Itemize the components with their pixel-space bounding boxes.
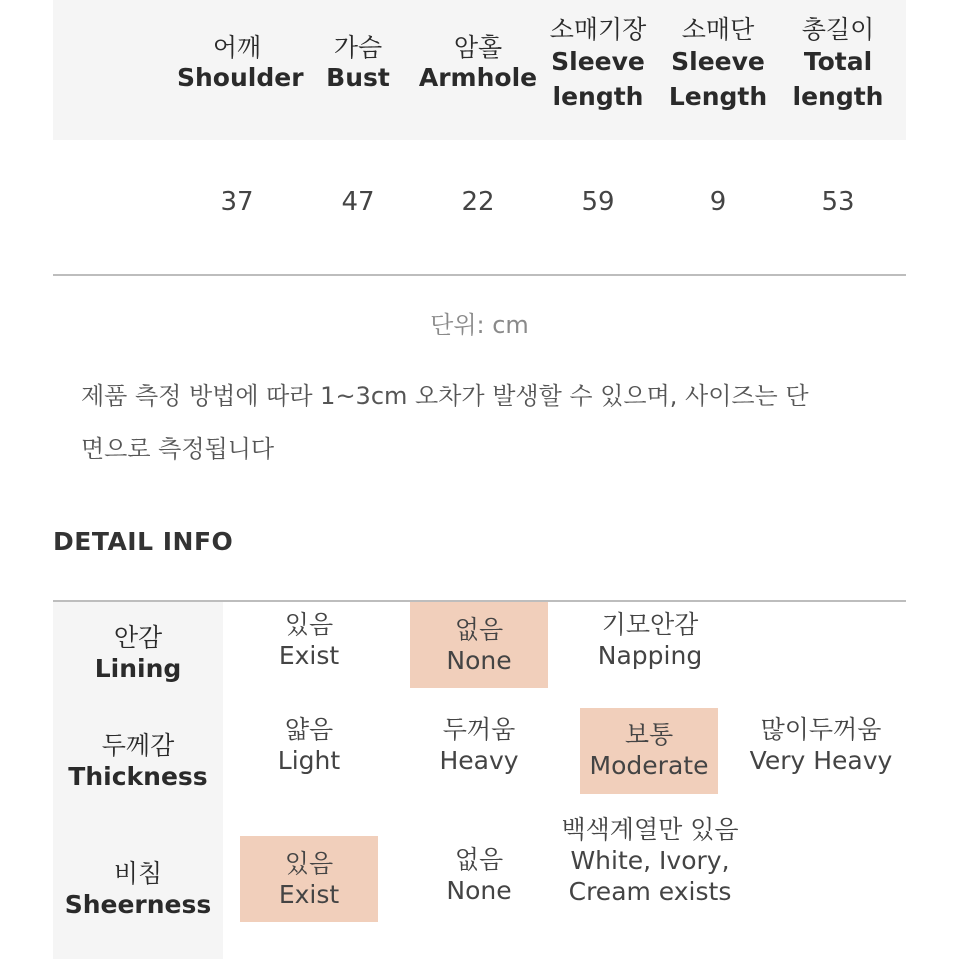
size-value-shoulder: 37 — [220, 187, 254, 217]
size-col-sleeve-length — [538, 0, 658, 276]
row-label-sheerness — [53, 858, 223, 920]
option-lining-napping — [570, 609, 730, 671]
option-lining-none — [410, 602, 548, 688]
row-label-en: Thickness — [68, 762, 208, 791]
size-col-sleeve-cuff — [658, 0, 778, 276]
header-ko: 소매단 — [681, 15, 755, 44]
option-sheerness-exist — [240, 836, 378, 922]
row-label-ko: 비침 — [113, 859, 163, 888]
row-label-thickness — [53, 730, 223, 792]
header-ko: 총길이 — [801, 15, 875, 44]
size-value-bust: 47 — [341, 187, 375, 217]
size-col-armhole — [418, 0, 538, 276]
option-sheerness-white-only — [555, 814, 745, 907]
option-ko: 두꺼움 — [442, 715, 516, 744]
size-value-sleeve-cuff: 9 — [709, 187, 727, 217]
header-en: Sleeve — [671, 47, 765, 76]
note-line: 면으로 측정됩니다 — [81, 435, 275, 463]
option-en: Light — [277, 746, 341, 775]
option-en: None — [446, 646, 512, 675]
header-en: Sleeve — [551, 47, 645, 76]
option-ko: 많이두꺼움 — [760, 715, 882, 744]
row-label-ko: 안감 — [113, 623, 163, 652]
option-en: Exist — [278, 641, 340, 670]
row-label-lining — [53, 622, 223, 684]
option-thickness-light — [240, 714, 378, 776]
row-label-ko: 두께감 — [101, 731, 175, 760]
option-thickness-heavy — [410, 714, 548, 776]
row-label-en: Sheerness — [64, 890, 212, 919]
option-ko: 있음 — [284, 849, 334, 878]
option-en: Heavy — [439, 746, 519, 775]
header-en: Shoulder — [177, 63, 304, 92]
header-ko: 가슴 — [333, 33, 383, 62]
header-en: Armhole — [418, 63, 538, 92]
note-line: 제품 측정 방법에 따라 1~3cm 오차가 발생할 수 있으며, 사이즈는 단 — [81, 382, 809, 410]
header-en: length — [792, 82, 884, 111]
option-ko: 있음 — [284, 610, 334, 639]
measurement-note — [81, 370, 891, 476]
option-ko: 없음 — [454, 845, 504, 874]
header-ko: 암홀 — [453, 33, 503, 62]
option-ko: 백색계열만 있음 — [561, 815, 739, 844]
option-lining-exist — [240, 609, 378, 671]
option-ko: 없음 — [454, 615, 504, 644]
option-ko: 보통 — [624, 720, 674, 749]
header-en: Length — [668, 82, 768, 111]
size-table — [53, 0, 906, 276]
size-value-total-length: 53 — [821, 187, 855, 217]
unit-label: 단위: cm — [430, 311, 529, 339]
option-en: Very Heavy — [749, 746, 893, 775]
divider — [53, 274, 906, 276]
detail-table — [53, 600, 906, 959]
option-en: White, Ivory, Cream exists — [568, 846, 732, 906]
size-col-bust — [298, 0, 418, 276]
size-col-shoulder — [177, 0, 304, 276]
header-ko: 어깨 — [212, 33, 262, 62]
header-ko: 소매기장 — [549, 15, 647, 44]
size-value-armhole: 22 — [461, 187, 495, 217]
header-en: length — [552, 82, 644, 111]
size-value-sleeve-length: 59 — [581, 187, 615, 217]
option-en: Napping — [597, 641, 703, 670]
header-en: Total — [803, 47, 873, 76]
option-sheerness-none — [410, 844, 548, 906]
header-en: Bust — [326, 63, 390, 92]
option-en: Exist — [278, 880, 340, 909]
option-en: Moderate — [589, 751, 709, 780]
option-en: None — [446, 876, 512, 905]
option-thickness-moderate — [580, 708, 718, 794]
row-label-en: Lining — [94, 654, 182, 683]
detail-info-title: DETAIL INFO — [53, 527, 234, 556]
option-thickness-very-heavy — [741, 714, 901, 776]
option-ko: 얇음 — [284, 715, 334, 744]
size-col-total-length — [778, 0, 898, 276]
option-ko: 기모안감 — [601, 610, 699, 639]
